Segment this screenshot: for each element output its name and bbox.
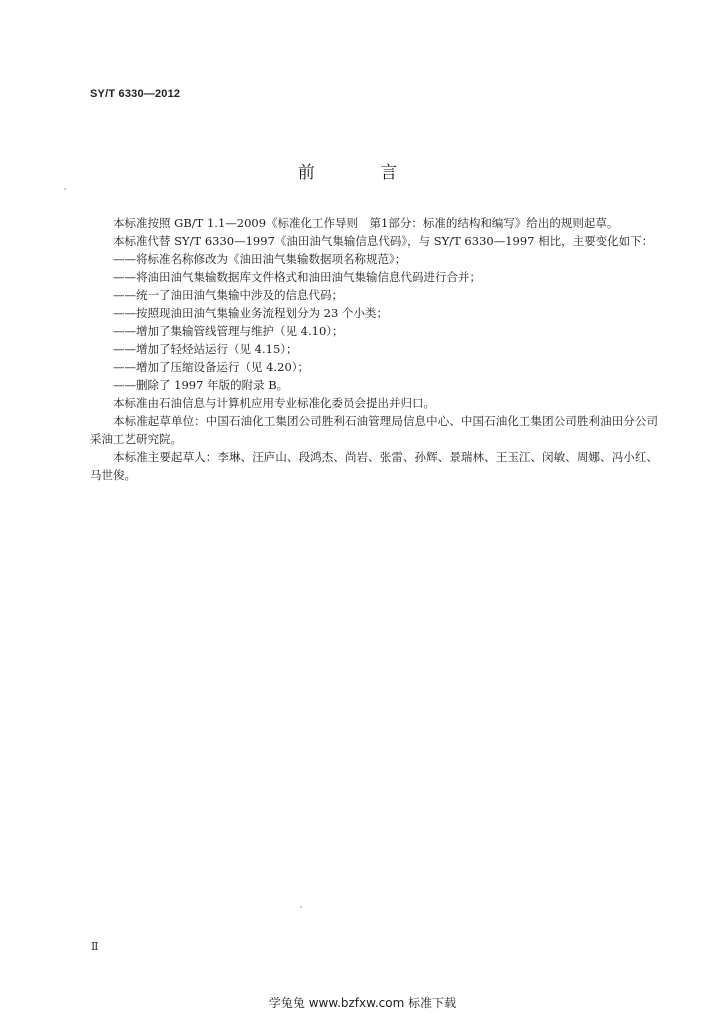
page-number: Ⅱ bbox=[91, 940, 99, 953]
paragraph-replaces: 本标准代替 SY/T 6330—1997《油田油气集输信息代码》，与 SY/T 6330—1997 相比，主要变化如下： bbox=[113, 234, 654, 248]
paragraph-drafting-units: 本标准起草单位：中国石油化工集团公司胜利石油管理局信息中心、中国石油化工集团公司胜利油田分公司采油工艺研究院。 bbox=[90, 414, 658, 446]
list-item: ——将标准名称修改为《油田油气集输数据项名称规范》； bbox=[113, 252, 407, 266]
paragraph-drafters: 本标准主要起草人：李琳、汪庐山、段鸿杰、尚岩、张雷、孙辉、景瑞林、王玉江、闵敏、周娜、冯小红、马世俊。 bbox=[90, 450, 658, 482]
foreword-body bbox=[90, 214, 658, 484]
list-item: ——将油田油气集输数据库文件格式和油田油气集输信息代码进行合并； bbox=[113, 270, 481, 284]
paragraph-proposed-by: 本标准由石油信息与计算机应用专业标准化委员会提出并归口。 bbox=[113, 396, 435, 410]
scan-speck bbox=[64, 188, 66, 190]
changes-list bbox=[90, 250, 658, 394]
list-item: ——增加了轻烃站运行（见 4.15）； bbox=[113, 342, 298, 356]
list-item: ——按照现油田油气集输业务流程划分为 23 个小类； bbox=[113, 306, 388, 320]
list-item: ——增加了集输管线管理与维护（见 4.10）； bbox=[113, 324, 344, 338]
standard-code-header: SY/T 6330—2012 bbox=[90, 88, 181, 100]
scan-speck bbox=[300, 906, 302, 908]
paragraph-drafting-rules: 本标准按照 GB/T 1.1—2009《标准化工作导则 第1部分：标准的结构和编写》给出的规则起草。 bbox=[113, 216, 619, 230]
list-item: ——统一了油田油气集输中涉及的信息代码； bbox=[113, 288, 343, 302]
list-item: ——删除了 1997 年版的附录 B。 bbox=[113, 378, 289, 392]
footer-watermark: 学兔兔 www.bzfxw.com 标准下载 bbox=[268, 996, 457, 1010]
page-title: 前 言 bbox=[297, 163, 428, 183]
list-item: ——增加了压缩设备运行（见 4.20）； bbox=[113, 360, 310, 374]
